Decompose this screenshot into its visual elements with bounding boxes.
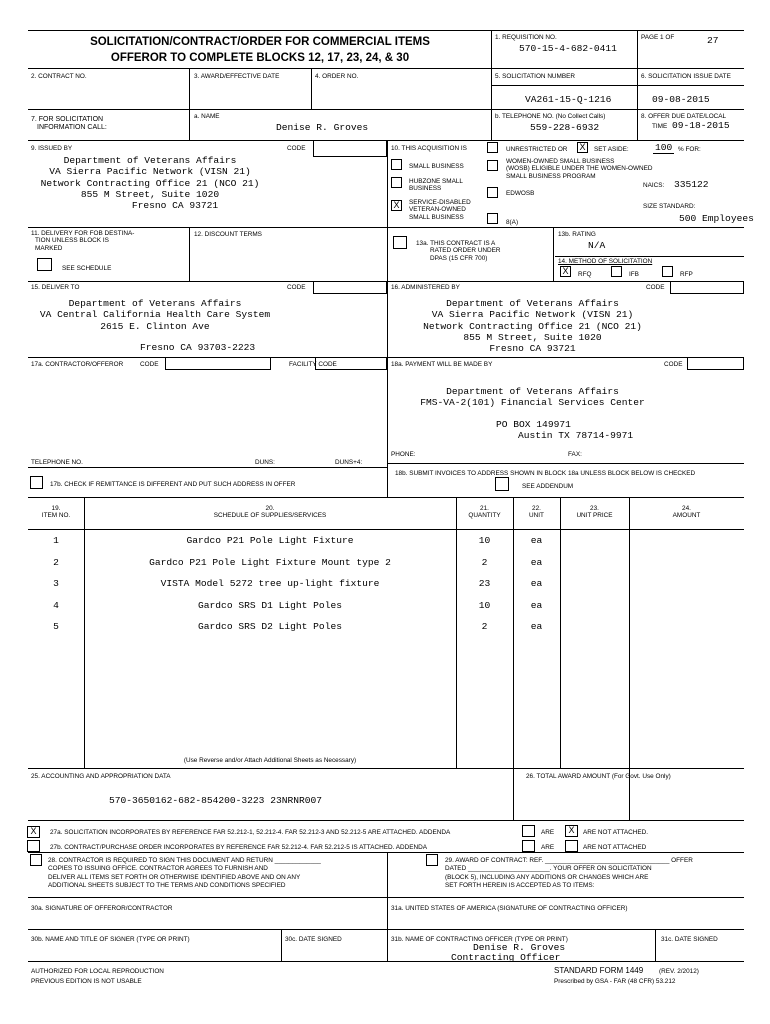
small-business-label: SMALL BUSINESS <box>409 163 464 170</box>
issued-code-label: CODE <box>287 145 306 152</box>
edwosb-label: EDWOSB <box>506 190 535 197</box>
item-quantity: 10 <box>478 600 491 611</box>
submit-invoices-label: 18b. SUBMIT INVOICES TO ADDRESS SHOWN IN BLOCK 18a UNLESS BLOCK BELOW IS CHECKED <box>395 470 696 477</box>
item-no: 2 <box>53 557 59 568</box>
wosb-label <box>506 158 653 180</box>
signer-name-label: 30b. NAME AND TITLE OF SIGNER (TYPE OR PRINT) <box>31 936 190 943</box>
item-unit: ea <box>530 578 543 589</box>
wosb-checkbox[interactable] <box>487 160 498 171</box>
requisition-value: 570-15-4-682-0411 <box>519 43 617 54</box>
col23-num: 23. <box>590 505 599 512</box>
deliver-code-label: CODE <box>287 284 306 291</box>
issued-line: 855 M Street, Suite 1020 <box>80 188 220 200</box>
deliver-to-city: Fresno CA 93703-2223 <box>140 342 256 353</box>
clause-29-checkbox[interactable] <box>426 854 438 866</box>
col21-text: QUANTITY <box>468 512 501 520</box>
admin-line: Network Contracting Office 21 (NCO 21) <box>423 320 642 332</box>
naics-label: NAICS: <box>643 182 665 189</box>
edwosb-checkbox[interactable] <box>487 187 498 198</box>
payment-code-field[interactable] <box>687 357 744 370</box>
administered-by-label: 16. ADMINISTERED BY <box>391 284 460 291</box>
footer-revision: (REV. 2/2012) <box>659 968 699 975</box>
hubzone-checkbox[interactable] <box>391 177 402 188</box>
clause-27b-are-label: ARE <box>541 844 555 851</box>
payment-pobox: PO BOX 149971 <box>496 419 571 430</box>
duns4-label: DUNS+4: <box>335 459 363 466</box>
signature-officer-label: 31a. UNITED STATES OF AMERICA (SIGNATURE OF CONTRACTING OFFICER) <box>391 905 628 912</box>
hubzone-label-line1: HUBZONE SMALL <box>409 178 463 185</box>
rating-label: 13b. RATING <box>558 231 596 238</box>
total-award-label: 26. TOTAL AWARD AMOUNT (For Govt. Use Only) <box>526 773 671 780</box>
item-unit: ea <box>530 600 543 611</box>
item-quantity: 23 <box>478 578 491 589</box>
col-supplies-header <box>84 505 456 520</box>
col22-text: UNIT <box>529 512 544 520</box>
solicitation-date-label: 6. SOLICITATION ISSUE DATE <box>641 73 731 80</box>
delivery-fob-label-line2: TION UNLESS BLOCK IS <box>35 237 109 245</box>
rfp-checkbox[interactable] <box>662 266 673 277</box>
solicitation-number-label: 5. SOLICITATION NUMBER <box>495 73 576 80</box>
col21-num: 21. <box>480 505 489 512</box>
form-title <box>40 35 480 66</box>
clause-28-text <box>48 857 321 890</box>
sdvosb-label-line3: SMALL BUSINESS <box>409 213 464 221</box>
clause-28-checkbox[interactable] <box>30 854 42 866</box>
item-no: 1 <box>53 535 59 546</box>
clause-27a-are-label: ARE <box>541 829 555 836</box>
accounting-value: 570-3650162-682-854200-3223 23NRNR007 <box>109 795 323 806</box>
col-quantity-header <box>456 505 513 520</box>
size-standard-value: 500 Employees <box>679 213 754 224</box>
size-standard-label: SIZE STANDARD: <box>643 203 696 210</box>
hubzone-label-line2: BUSINESS <box>409 185 442 193</box>
use-reverse-note: (Use Reverse and/or Attach Additional Sheets as Necessary) <box>183 757 357 764</box>
item-unit: ea <box>530 535 543 546</box>
admin-line: VA Sierra Pacific Network (VISN 21) <box>431 309 634 321</box>
item-no: 4 <box>53 600 59 611</box>
see-addendum-label: SEE ADDENDUM <box>522 483 574 490</box>
see-addendum-checkbox[interactable] <box>495 477 509 491</box>
contact-name-label: a. NAME <box>194 113 220 120</box>
item-description: Gardco SRS D1 Light Poles <box>198 600 342 611</box>
payment-line: FMS-VA-2(101) Financial Services Center <box>420 397 645 409</box>
col-item-no-header <box>28 505 84 520</box>
clause-29-text <box>445 857 693 890</box>
contractor-telephone-label: TELEPHONE NO. <box>31 459 83 466</box>
issued-line: Fresno CA 93721 <box>131 200 219 212</box>
officer-name: Denise R. Groves <box>473 942 566 953</box>
payment-line: Department of Veterans Affairs <box>446 386 619 397</box>
delivery-fob-label-line3: MARKED <box>35 244 63 252</box>
clause-27a-not-attached-checkbox[interactable]: X <box>565 825 578 837</box>
remittance-label: 17b. CHECK IF REMITTANCE IS DIFFERENT AND PUT SUCH ADDRESS IN OFFER <box>50 481 296 488</box>
contractor-code-field[interactable] <box>165 357 271 370</box>
clause-27a-not-attached-label: ARE NOT ATTACHED. <box>583 829 648 836</box>
order-no-label: 4. ORDER NO. <box>315 73 359 80</box>
unrestricted-checkbox[interactable] <box>487 142 498 153</box>
page-label: PAGE 1 OF <box>641 34 675 41</box>
item-no: 3 <box>53 578 59 589</box>
clause-29-line: (BLOCK 5), INCLUDING ANY ADDITIONS OR CHANGES WHICH ARE <box>445 873 649 881</box>
payment-fax-label: FAX: <box>568 451 582 458</box>
item-description: Gardco P21 Pole Light Fixture Mount type 2 <box>149 557 391 568</box>
form-title-line1: SOLICITATION/CONTRACT/ORDER FOR COMMERCIAL ITEMS <box>90 36 430 48</box>
rfp-label: RFP <box>680 271 693 278</box>
footer-authorized: AUTHORIZED FOR LOCAL REPRODUCTION <box>31 968 164 975</box>
clause-27b-not-attached-label: ARE NOT ATTACHED <box>583 844 647 851</box>
clause-27a-are-checkbox[interactable] <box>522 825 535 837</box>
admin-code-field[interactable] <box>670 281 744 294</box>
footer-previous-edition: PREVIOUS EDITION IS NOT USABLE <box>31 978 142 985</box>
telephone-value: 559-228-6932 <box>530 122 600 133</box>
rfq-label: RFQ <box>578 271 592 278</box>
wosb-label-line2: (WOSB) ELIGIBLE UNDER THE WOMEN-OWNED <box>506 165 653 173</box>
admin-line: Fresno CA 93721 <box>489 343 576 355</box>
award-date-label: 3. AWARD/EFFECTIVE DATE <box>194 73 280 80</box>
footer-form-number: STANDARD FORM 1449 <box>554 966 644 975</box>
wosb-label-line1: WOMEN-OWNED SMALL BUSINESS <box>506 158 615 165</box>
signature-offeror-label: 30a. SIGNATURE OF OFFEROR/CONTRACTOR <box>31 905 173 912</box>
clause-27a-checkbox[interactable]: X <box>27 826 40 838</box>
item-description: VISTA Model 5272 tree up-light fixture <box>160 578 380 589</box>
clause-29-line: DATED _______________________. YOUR OFFER ON SOLICITATION <box>445 865 652 873</box>
clause-28-line: 28. CONTRACTOR IS REQUIRED TO SIGN THIS DOCUMENT AND RETURN _____________ <box>48 857 321 864</box>
issued-line: VA Sierra Pacific Network (VISN 21) <box>49 166 251 178</box>
rating-value: N/A <box>588 240 606 251</box>
issued-line: Network Contracting Office 21 (NCO 21) <box>40 177 260 189</box>
col19-text: ITEM NO. <box>41 512 71 520</box>
small-business-checkbox[interactable] <box>391 159 402 170</box>
payment-label: 18a. PAYMENT WILL BE MADE BY <box>391 361 493 368</box>
clause-27b-are-checkbox[interactable] <box>522 840 535 852</box>
item-unit: ea <box>530 621 543 632</box>
ifb-checkbox[interactable] <box>611 266 622 277</box>
admin-code-label: CODE <box>646 284 665 291</box>
col24-num: 24. <box>682 505 691 512</box>
col-unit-header <box>513 505 560 520</box>
ifb-label: IFB <box>629 271 639 278</box>
telephone-label: b. TELEPHONE NO. (No Collect Calls) <box>495 113 606 120</box>
officer-date-label: 31c. DATE SIGNED <box>661 936 718 943</box>
set-aside-percent: 100 <box>655 142 673 153</box>
clause-27a-label: 27a. SOLICITATION INCORPORATES BY REFERENCE FAR 52.212-1, 52.212-4. FAR 52.212-3 AND 52.212-5 ARE ATTACHED. ADDENDA <box>50 829 451 836</box>
info-call-label-line2: INFORMATION CALL: <box>37 124 107 132</box>
rated-order-label-line2: RATED ORDER UNDER <box>430 247 501 255</box>
clause-27b-not-attached-checkbox[interactable] <box>565 840 578 852</box>
col-unit-price-header <box>560 505 629 520</box>
admin-line: Department of Veterans Affairs <box>446 298 619 309</box>
item-no: 5 <box>53 621 59 632</box>
rated-order-checkbox[interactable] <box>393 236 407 249</box>
issued-line: Department of Veterans Affairs <box>63 155 237 166</box>
unrestricted-label: UNRESTRICTED OR <box>506 146 568 153</box>
clause-29-line: 29. AWARD OF CONTRACT: REF. ___________________________________ OFFER <box>445 857 693 864</box>
administered-by-address <box>400 298 665 355</box>
item-description: Gardco SRS D2 Light Poles <box>198 621 342 632</box>
offer-due-label: 8. OFFER DUE DATE/LOCAL <box>641 113 727 120</box>
contact-name-value: Denise R. Groves <box>276 122 369 133</box>
facility-code-field[interactable] <box>315 357 387 370</box>
delivery-fob-label-line1: 11. DELIVERY FOR FOB DESTINA- <box>31 230 135 237</box>
clause-28-line: COPIES TO ISSUING OFFICE. CONTRACTOR AGREES TO FURNISH AND <box>48 865 268 873</box>
set-aside-label: SET ASIDE: <box>594 146 629 153</box>
info-call-label-line1: 7. FOR SOLICITATION <box>31 116 104 123</box>
contractor-label: 17a. CONTRACTOR/OFFEROR <box>31 361 124 368</box>
see-schedule-checkbox[interactable] <box>37 258 52 271</box>
officer-title: Contracting Officer <box>451 952 561 963</box>
discount-terms-label: 12. DISCOUNT TERMS <box>194 231 262 238</box>
offer-due-time-label: TIME <box>652 123 668 130</box>
payment-city: Austin TX 78714-9971 <box>518 430 634 441</box>
admin-line: 855 M Street, Suite 1020 <box>463 331 602 343</box>
item-quantity: 2 <box>481 557 488 568</box>
footer-prescribed: Prescribed by GSA - FAR (48 CFR) 53.212 <box>554 978 676 985</box>
accounting-label: 25. ACCOUNTING AND APPROPRIATION DATA <box>31 773 171 780</box>
solicitation-number-value: VA261-15-Q-1216 <box>525 94 612 105</box>
payment-phone-label: PHONE: <box>391 451 416 458</box>
col19-num: 19. <box>51 505 61 512</box>
set-aside-checkbox[interactable]: X <box>577 142 588 153</box>
remittance-checkbox[interactable] <box>30 476 43 489</box>
issued-by-address <box>40 155 260 212</box>
method-of-solicitation-label: 14. METHOD OF SOLICITATION <box>558 258 653 265</box>
signer-date-label: 30c. DATE SIGNED <box>285 936 342 943</box>
deliver-to-address <box>20 298 290 332</box>
col20-num: 20. <box>265 505 275 512</box>
issued-code-field[interactable] <box>313 140 387 157</box>
col22-num: 22. <box>532 505 541 512</box>
payment-code-label: CODE <box>664 361 683 368</box>
info-call-label <box>31 116 107 132</box>
rfq-checkbox[interactable]: X <box>560 266 571 277</box>
rated-order-label-line1: 13a. THIS CONTRACT IS A <box>416 240 496 247</box>
item-quantity: 10 <box>478 535 491 546</box>
rated-order-label-line3: DPAS (15 CFR 700) <box>430 254 488 262</box>
rated-order-label <box>416 240 501 262</box>
eight-a-checkbox[interactable] <box>487 213 498 224</box>
see-schedule-label: SEE SCHEDULE <box>62 265 112 272</box>
deliver-to-label: 15. DELIVER TO <box>31 284 80 291</box>
sdvosb-label-line2: VETERAN-OWNED <box>409 206 466 214</box>
acquisition-label: 10. THIS ACQUISITION IS <box>391 145 467 152</box>
facility-code-label: FACILITY CODE <box>289 361 337 368</box>
delivery-fob-label <box>31 230 134 252</box>
contractor-code-label: CODE <box>140 361 159 368</box>
item-description: Gardco P21 Pole Light Fixture <box>186 535 354 546</box>
offer-due-value: 09-18-2015 <box>672 120 730 131</box>
hubzone-label <box>409 178 463 193</box>
col20-text: SCHEDULE OF SUPPLIES/SERVICES <box>213 512 327 520</box>
form-title-line2: OFFEROR TO COMPLETE BLOCKS 12, 17, 23, 24, & 30 <box>110 51 410 64</box>
deliver-line: VA Central California Health Care System <box>39 309 271 321</box>
page-total: 27 <box>707 35 719 46</box>
deliver-line: Department of Veterans Affairs <box>68 298 242 309</box>
deliver-line: 2615 E. Clinton Ave <box>100 320 210 332</box>
clause-28-line: DELIVER ALL ITEMS SET FORTH OR OTHERWISE IDENTIFIED ABOVE AND ON ANY <box>48 873 301 881</box>
col-amount-header <box>629 505 744 520</box>
requisition-label: 1. REQUISITION NO. <box>495 34 557 41</box>
clause-27b-label: 27b. CONTRACT/PURCHASE ORDER INCORPORATES BY REFERENCE FAR 52.212-4. FAR 52.212-5 IS ATTACHED. ADDENDA <box>50 844 428 851</box>
col24-text: AMOUNT <box>672 512 701 520</box>
deliver-code-field[interactable] <box>313 281 387 294</box>
clause-27b-checkbox[interactable] <box>27 840 40 852</box>
solicitation-date-value: 09-08-2015 <box>652 94 710 105</box>
clause-28-line: ADDITIONAL SHEETS SUBJECT TO THE TERMS AND CONDITIONS SPECIFIED <box>48 881 286 889</box>
naics-value: 335122 <box>674 179 709 190</box>
duns-label: DUNS: <box>255 459 275 466</box>
sdvosb-label <box>409 199 471 221</box>
issued-by-label: 9. ISSUED BY <box>31 145 73 152</box>
eight-a-label: 8(A) <box>506 219 519 226</box>
sdvosb-checkbox[interactable]: X <box>391 200 402 211</box>
sdvosb-label-line1: SERVICE-DISABLED <box>409 199 471 206</box>
set-aside-percent-for: % FOR: <box>678 146 701 153</box>
contract-no-label: 2. CONTRACT NO. <box>31 73 87 80</box>
col23-text: UNIT PRICE <box>576 512 613 520</box>
officer-name-label: 31b. NAME OF CONTRACTING OFFICER (TYPE OR PRINT) <box>391 936 568 943</box>
wosb-label-line3: SMALL BUSINESS PROGRAM <box>506 172 596 180</box>
payment-address <box>400 386 665 409</box>
clause-29-line: SET FORTH HEREIN IS ACCEPTED AS TO ITEMS: <box>445 881 595 889</box>
item-unit: ea <box>530 557 543 568</box>
item-quantity: 2 <box>481 621 488 632</box>
